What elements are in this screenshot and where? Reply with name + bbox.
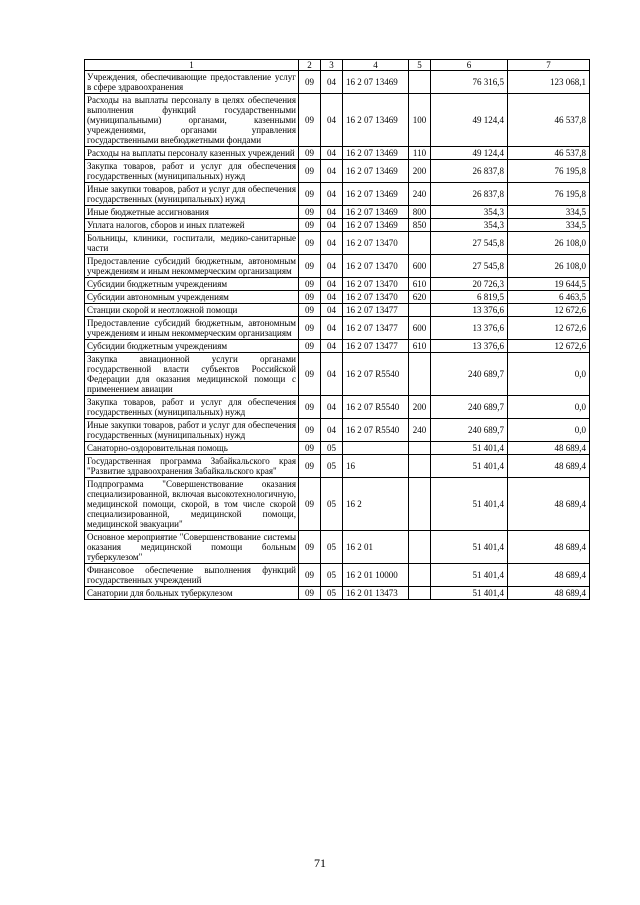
table-row xyxy=(85,219,590,232)
row-target-code: 16 xyxy=(343,455,409,478)
table-row xyxy=(85,531,590,564)
header-col-2: 2 xyxy=(299,60,321,71)
row-name: Субсидии бюджетным учреждениям xyxy=(85,340,299,353)
row-amount-col6: 13 376,6 xyxy=(431,340,508,353)
row-amount-col6: 26 837,8 xyxy=(431,183,508,206)
row-section: 09 xyxy=(299,587,321,600)
row-expense-type xyxy=(409,455,431,478)
table-row xyxy=(85,183,590,206)
row-subsection: 04 xyxy=(321,232,343,255)
row-section: 09 xyxy=(299,291,321,304)
row-expense-type xyxy=(409,304,431,317)
table-row xyxy=(85,304,590,317)
row-amount-col7: 26 108,0 xyxy=(508,255,590,278)
header-row xyxy=(85,60,590,71)
row-section: 09 xyxy=(299,219,321,232)
header-col-1: 1 xyxy=(85,60,299,71)
page-number: 71 xyxy=(314,856,326,870)
row-name: Учреждения, обеспечивающие предоставление услуг в сфере здравоохранения xyxy=(85,71,299,94)
row-target-code: 16 2 07 R5540 xyxy=(343,419,409,442)
row-amount-col7: 48 689,4 xyxy=(508,587,590,600)
row-amount-col7: 0,0 xyxy=(508,419,590,442)
row-target-code: 16 2 07 13469 xyxy=(343,160,409,183)
row-amount-col6: 76 316,5 xyxy=(431,71,508,94)
row-section: 09 xyxy=(299,478,321,531)
row-amount-col7: 48 689,4 xyxy=(508,478,590,531)
row-expense-type: 850 xyxy=(409,219,431,232)
row-subsection: 04 xyxy=(321,147,343,160)
row-name: Расходы на выплаты персоналу в целях обеспечения выполнения функций государственными (муниципальными) органами, казенными учреждениями, органами управления государственными внебюджетными фондами xyxy=(85,94,299,147)
row-amount-col7: 46 537,8 xyxy=(508,147,590,160)
row-expense-type: 600 xyxy=(409,317,431,340)
row-amount-col6: 13 376,6 xyxy=(431,304,508,317)
row-amount-col7: 46 537,8 xyxy=(508,94,590,147)
row-name: Закупка авиационной услуги органами государственной власти субъектов Российской Федерации для оказания медицинской помощи с применением авиации xyxy=(85,353,299,396)
row-amount-col7: 0,0 xyxy=(508,353,590,396)
row-expense-type: 200 xyxy=(409,396,431,419)
table-row xyxy=(85,353,590,396)
row-subsection: 04 xyxy=(321,255,343,278)
row-amount-col6: 240 689,7 xyxy=(431,419,508,442)
row-amount-col6: 51 401,4 xyxy=(431,564,508,587)
budget-table-container xyxy=(84,59,589,600)
row-target-code xyxy=(343,442,409,455)
header-col-4: 4 xyxy=(343,60,409,71)
row-target-code: 16 2 07 13477 xyxy=(343,304,409,317)
row-expense-type: 200 xyxy=(409,160,431,183)
row-name: Закупка товаров, работ и услуг для обеспечения государственных (муниципальных) нужд xyxy=(85,396,299,419)
row-target-code: 16 2 07 13470 xyxy=(343,255,409,278)
row-target-code: 16 2 07 13469 xyxy=(343,71,409,94)
row-name: Основное мероприятие "Совершенствование системы оказания медицинской помощи больным туберкулезом" xyxy=(85,531,299,564)
row-target-code: 16 2 07 13470 xyxy=(343,291,409,304)
row-amount-col7: 6 463,5 xyxy=(508,291,590,304)
row-target-code: 16 2 07 13469 xyxy=(343,94,409,147)
row-amount-col6: 240 689,7 xyxy=(431,353,508,396)
row-expense-type: 240 xyxy=(409,183,431,206)
row-amount-col7: 76 195,8 xyxy=(508,160,590,183)
row-target-code: 16 2 01 13473 xyxy=(343,587,409,600)
row-amount-col6: 51 401,4 xyxy=(431,531,508,564)
budget-table-body xyxy=(85,60,590,600)
row-section: 09 xyxy=(299,396,321,419)
row-subsection: 05 xyxy=(321,531,343,564)
row-amount-col6: 51 401,4 xyxy=(431,455,508,478)
row-expense-type xyxy=(409,353,431,396)
table-row xyxy=(85,291,590,304)
row-target-code: 16 2 07 R5540 xyxy=(343,353,409,396)
row-subsection: 04 xyxy=(321,396,343,419)
row-amount-col6: 51 401,4 xyxy=(431,478,508,531)
row-name: Уплата налогов, сборов и иных платежей xyxy=(85,219,299,232)
row-target-code: 16 2 07 13477 xyxy=(343,317,409,340)
row-expense-type xyxy=(409,564,431,587)
row-amount-col7: 48 689,4 xyxy=(508,442,590,455)
row-subsection: 04 xyxy=(321,94,343,147)
row-target-code: 16 2 01 10000 xyxy=(343,564,409,587)
table-row xyxy=(85,232,590,255)
row-section: 09 xyxy=(299,183,321,206)
row-amount-col6: 13 376,6 xyxy=(431,317,508,340)
row-section: 09 xyxy=(299,419,321,442)
row-subsection: 04 xyxy=(321,353,343,396)
row-subsection: 04 xyxy=(321,71,343,94)
row-section: 09 xyxy=(299,340,321,353)
table-row xyxy=(85,340,590,353)
row-target-code: 16 2 01 xyxy=(343,531,409,564)
row-subsection: 04 xyxy=(321,419,343,442)
row-amount-col7: 12 672,6 xyxy=(508,317,590,340)
row-amount-col7: 76 195,8 xyxy=(508,183,590,206)
row-target-code: 16 2 07 R5540 xyxy=(343,396,409,419)
row-subsection: 04 xyxy=(321,219,343,232)
table-row xyxy=(85,396,590,419)
row-amount-col7: 123 068,1 xyxy=(508,71,590,94)
table-row xyxy=(85,94,590,147)
row-expense-type: 610 xyxy=(409,278,431,291)
row-section: 09 xyxy=(299,278,321,291)
row-expense-type xyxy=(409,71,431,94)
row-target-code: 16 2 07 13477 xyxy=(343,340,409,353)
row-name: Иные бюджетные ассигнования xyxy=(85,206,299,219)
row-target-code: 16 2 07 13470 xyxy=(343,232,409,255)
row-name: Больницы, клиники, госпитали, медико-санитарные части xyxy=(85,232,299,255)
row-expense-type: 110 xyxy=(409,147,431,160)
row-section: 09 xyxy=(299,317,321,340)
row-subsection: 05 xyxy=(321,587,343,600)
row-amount-col7: 19 644,5 xyxy=(508,278,590,291)
row-target-code: 16 2 07 13469 xyxy=(343,147,409,160)
row-amount-col7: 26 108,0 xyxy=(508,232,590,255)
row-name: Иные закупки товаров, работ и услуг для обеспечения государственных (муниципальных) нужд xyxy=(85,419,299,442)
row-section: 09 xyxy=(299,206,321,219)
header-col-7: 7 xyxy=(508,60,590,71)
row-section: 09 xyxy=(299,564,321,587)
row-expense-type: 800 xyxy=(409,206,431,219)
table-row xyxy=(85,478,590,531)
row-amount-col6: 27 545,8 xyxy=(431,232,508,255)
table-row xyxy=(85,160,590,183)
table-row xyxy=(85,206,590,219)
row-subsection: 04 xyxy=(321,317,343,340)
row-subsection: 05 xyxy=(321,564,343,587)
table-row xyxy=(85,71,590,94)
row-expense-type xyxy=(409,587,431,600)
row-expense-type xyxy=(409,442,431,455)
row-name: Санаторно-оздоровительная помощь xyxy=(85,442,299,455)
row-amount-col7: 334,5 xyxy=(508,206,590,219)
row-section: 09 xyxy=(299,442,321,455)
row-amount-col6: 26 837,8 xyxy=(431,160,508,183)
row-name: Финансовое обеспечение выполнения функций государственных учреждений xyxy=(85,564,299,587)
row-amount-col7: 12 672,6 xyxy=(508,304,590,317)
row-name: Иные закупки товаров, работ и услуг для обеспечения государственных (муниципальных) нужд xyxy=(85,183,299,206)
row-amount-col6: 27 545,8 xyxy=(431,255,508,278)
row-amount-col6: 51 401,4 xyxy=(431,442,508,455)
row-expense-type xyxy=(409,478,431,531)
row-name: Субсидии бюджетным учреждениям xyxy=(85,278,299,291)
row-name: Подпрограмма "Совершенствование оказания специализированной, включая высокотехнологичную, медицинской помощи, скорой, в том числе скорой специализированной, медицинской помощи, медицинской эвакуации" xyxy=(85,478,299,531)
header-col-6: 6 xyxy=(431,60,508,71)
row-name: Государственная программа Забайкальского края "Развитие здравоохранения Забайкальского края" xyxy=(85,455,299,478)
row-section: 09 xyxy=(299,71,321,94)
table-row xyxy=(85,564,590,587)
row-target-code: 16 2 07 13469 xyxy=(343,183,409,206)
row-amount-col6: 354,3 xyxy=(431,219,508,232)
row-amount-col7: 0,0 xyxy=(508,396,590,419)
row-section: 09 xyxy=(299,232,321,255)
row-subsection: 04 xyxy=(321,160,343,183)
row-subsection: 04 xyxy=(321,291,343,304)
row-amount-col6: 6 819,5 xyxy=(431,291,508,304)
row-section: 09 xyxy=(299,455,321,478)
row-section: 09 xyxy=(299,353,321,396)
row-name: Санатории для больных туберкулезом xyxy=(85,587,299,600)
row-section: 09 xyxy=(299,160,321,183)
row-subsection: 04 xyxy=(321,278,343,291)
row-amount-col7: 48 689,4 xyxy=(508,564,590,587)
row-section: 09 xyxy=(299,531,321,564)
table-row xyxy=(85,147,590,160)
row-expense-type: 100 xyxy=(409,94,431,147)
row-target-code: 16 2 xyxy=(343,478,409,531)
row-amount-col6: 240 689,7 xyxy=(431,396,508,419)
row-section: 09 xyxy=(299,255,321,278)
row-name: Расходы на выплаты персоналу казенных учреждений xyxy=(85,147,299,160)
row-subsection: 04 xyxy=(321,340,343,353)
row-expense-type: 610 xyxy=(409,340,431,353)
row-section: 09 xyxy=(299,304,321,317)
row-name: Закупка товаров, работ и услуг для обеспечения государственных (муниципальных) нужд xyxy=(85,160,299,183)
row-name: Субсидии автономным учреждениям xyxy=(85,291,299,304)
row-amount-col7: 12 672,6 xyxy=(508,340,590,353)
row-expense-type xyxy=(409,531,431,564)
row-target-code: 16 2 07 13470 xyxy=(343,278,409,291)
row-subsection: 04 xyxy=(321,183,343,206)
row-amount-col6: 51 401,4 xyxy=(431,587,508,600)
row-target-code: 16 2 07 13469 xyxy=(343,219,409,232)
row-name: Станции скорой и неотложной помощи xyxy=(85,304,299,317)
row-expense-type: 240 xyxy=(409,419,431,442)
table-row xyxy=(85,278,590,291)
header-col-3: 3 xyxy=(321,60,343,71)
table-row xyxy=(85,419,590,442)
row-expense-type: 600 xyxy=(409,255,431,278)
row-expense-type: 620 xyxy=(409,291,431,304)
row-amount-col7: 334,5 xyxy=(508,219,590,232)
row-amount-col6: 49 124,4 xyxy=(431,94,508,147)
row-amount-col6: 49 124,4 xyxy=(431,147,508,160)
row-target-code: 16 2 07 13469 xyxy=(343,206,409,219)
table-row xyxy=(85,455,590,478)
header-col-5: 5 xyxy=(409,60,431,71)
row-amount-col6: 20 726,3 xyxy=(431,278,508,291)
row-subsection: 04 xyxy=(321,206,343,219)
row-expense-type xyxy=(409,232,431,255)
budget-table xyxy=(84,59,590,600)
row-subsection: 05 xyxy=(321,455,343,478)
row-subsection: 05 xyxy=(321,478,343,531)
row-subsection: 05 xyxy=(321,442,343,455)
row-amount-col7: 48 689,4 xyxy=(508,531,590,564)
row-section: 09 xyxy=(299,94,321,147)
row-section: 09 xyxy=(299,147,321,160)
table-row xyxy=(85,587,590,600)
row-subsection: 04 xyxy=(321,304,343,317)
row-amount-col6: 354,3 xyxy=(431,206,508,219)
row-name: Предоставление субсидий бюджетным, автономным учреждениям и иным некоммерческим организациям xyxy=(85,317,299,340)
table-row xyxy=(85,442,590,455)
row-amount-col7: 48 689,4 xyxy=(508,455,590,478)
table-row xyxy=(85,317,590,340)
table-row xyxy=(85,255,590,278)
row-name: Предоставление субсидий бюджетным, автономным учреждениям и иным некоммерческим организациям xyxy=(85,255,299,278)
